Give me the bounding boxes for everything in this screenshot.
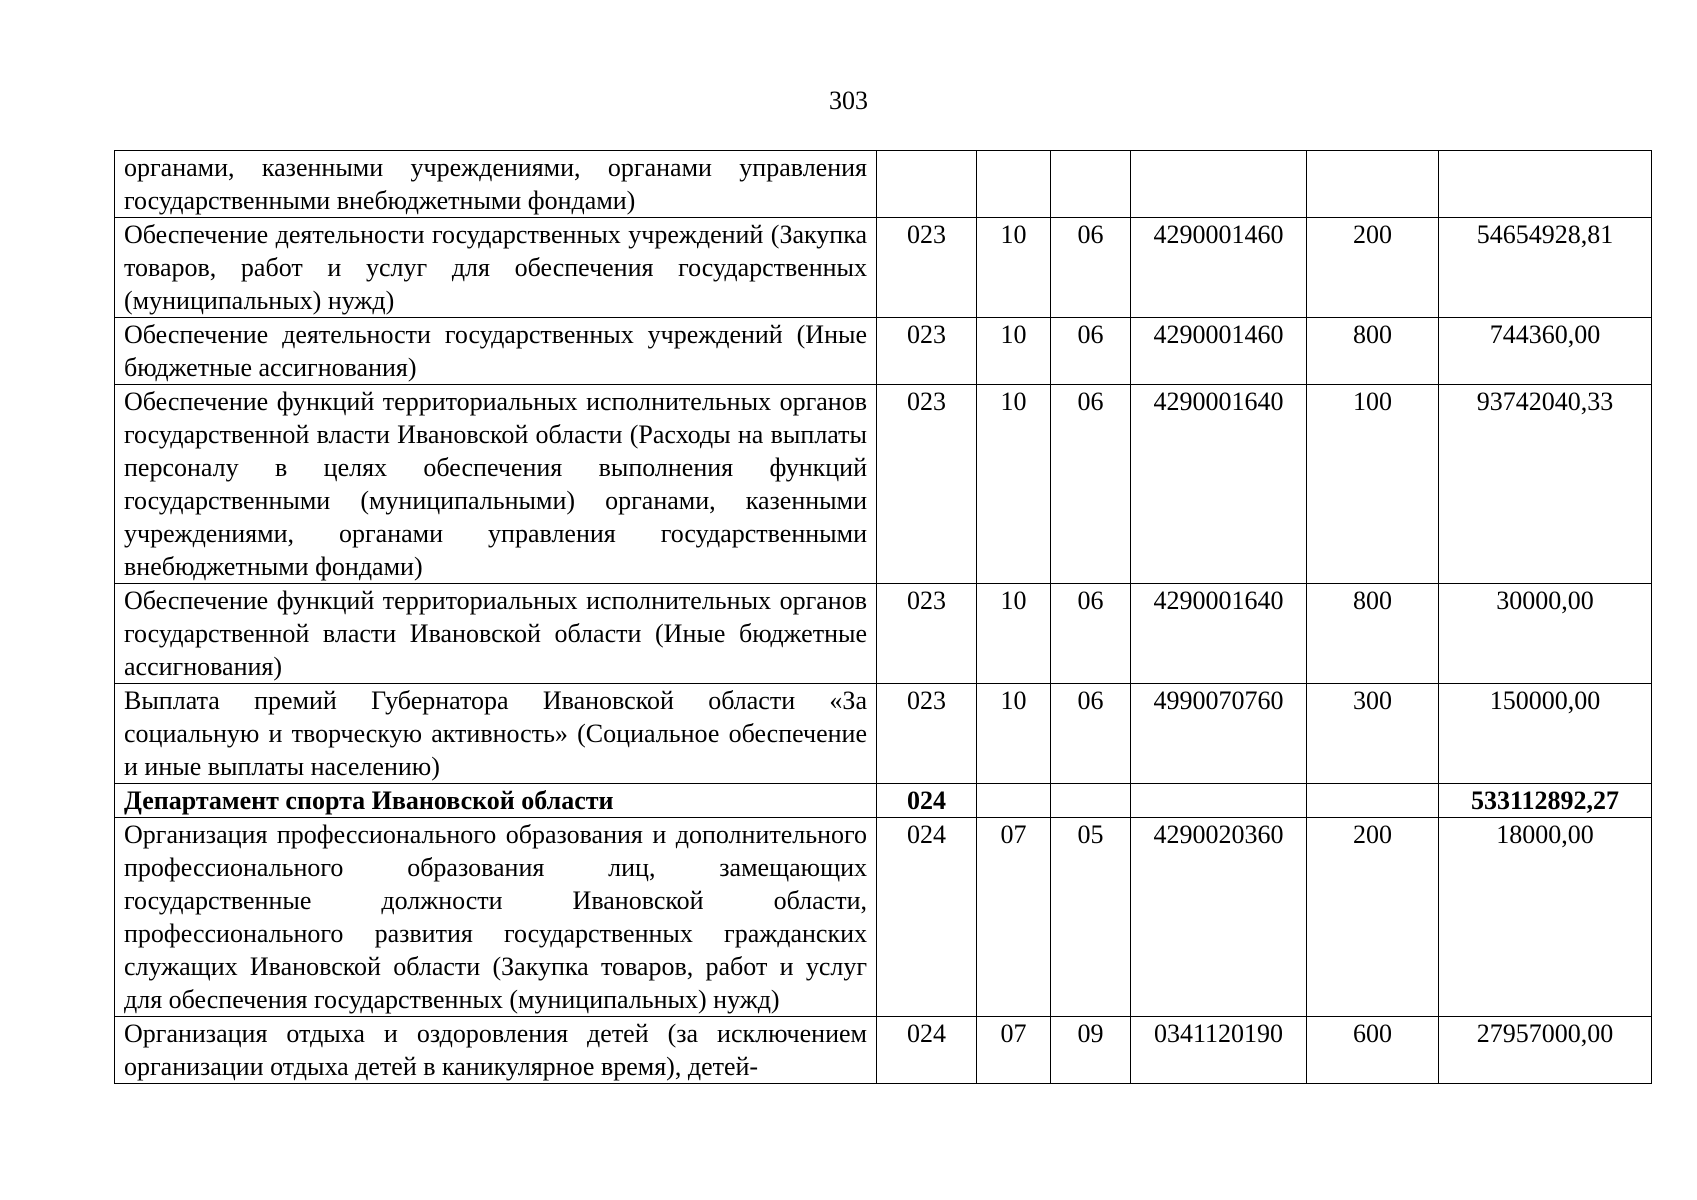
row-ved-code: 024 [877, 784, 977, 818]
row-amount: 150000,00 [1439, 684, 1652, 784]
row-rz-code: 07 [977, 818, 1051, 1017]
row-description: Организация профессионального образования и дополнительного профессионального образования лиц, замещающих государственные должности Ивановской области, профессионального развития государственных гражданских служащих Ивановской области (Закупка товаров, работ и услуг для обеспечения государственных (муниципальных) нужд) [115, 818, 877, 1017]
row-rz-code: 10 [977, 385, 1051, 584]
row-vr-code: 200 [1307, 818, 1439, 1017]
row-pr-code: 06 [1051, 684, 1131, 784]
budget-table [114, 150, 1652, 1084]
row-ved-code: 024 [877, 1017, 977, 1084]
table-row [115, 318, 1652, 385]
row-ved-code: 023 [877, 318, 977, 385]
row-csr-code: 4290001460 [1131, 218, 1307, 318]
row-rz-code: 10 [977, 684, 1051, 784]
row-description: Обеспечение функций территориальных исполнительных органов государственной власти Ивановской области (Иные бюджетные ассигнования) [115, 584, 877, 684]
table-row-department-total [115, 784, 1652, 818]
row-description: Организация отдыха и оздоровления детей (за исключением организации отдыха детей в каникулярное время), детей- [115, 1017, 877, 1084]
row-pr-code: 09 [1051, 1017, 1131, 1084]
page-number: 303 [829, 86, 868, 115]
row-description: Обеспечение деятельности государственных учреждений (Закупка товаров, работ и услуг для обеспечения государственных (муниципальных) нужд) [115, 218, 877, 318]
row-vr-code [1307, 151, 1439, 218]
table-row [115, 684, 1652, 784]
row-rz-code [977, 784, 1051, 818]
row-amount: 18000,00 [1439, 818, 1652, 1017]
table-row [115, 584, 1652, 684]
row-ved-code [877, 151, 977, 218]
row-csr-code [1131, 151, 1307, 218]
row-csr-code: 4290020360 [1131, 818, 1307, 1017]
row-amount: 27957000,00 [1439, 1017, 1652, 1084]
row-rz-code [977, 151, 1051, 218]
row-ved-code: 023 [877, 218, 977, 318]
row-rz-code: 10 [977, 218, 1051, 318]
row-vr-code: 800 [1307, 318, 1439, 385]
row-csr-code: 4290001640 [1131, 584, 1307, 684]
row-amount: 533112892,27 [1439, 784, 1652, 818]
row-description: Выплата премий Губернатора Ивановской области «За социальную и творческую активность» (Социальное обеспечение и иные выплаты населению) [115, 684, 877, 784]
row-rz-code: 10 [977, 584, 1051, 684]
row-description: Департамент спорта Ивановской области [115, 784, 877, 818]
row-ved-code: 023 [877, 684, 977, 784]
row-description: Обеспечение деятельности государственных учреждений (Иные бюджетные ассигнования) [115, 318, 877, 385]
row-pr-code [1051, 784, 1131, 818]
row-amount [1439, 151, 1652, 218]
row-rz-code: 07 [977, 1017, 1051, 1084]
row-pr-code: 06 [1051, 584, 1131, 684]
row-pr-code: 06 [1051, 318, 1131, 385]
row-ved-code: 024 [877, 818, 977, 1017]
row-vr-code: 200 [1307, 218, 1439, 318]
row-csr-code: 0341120190 [1131, 1017, 1307, 1084]
row-amount: 744360,00 [1439, 318, 1652, 385]
row-pr-code: 05 [1051, 818, 1131, 1017]
row-ved-code: 023 [877, 584, 977, 684]
row-amount: 30000,00 [1439, 584, 1652, 684]
row-pr-code: 06 [1051, 218, 1131, 318]
row-vr-code: 300 [1307, 684, 1439, 784]
row-pr-code: 06 [1051, 385, 1131, 584]
row-vr-code: 600 [1307, 1017, 1439, 1084]
row-rz-code: 10 [977, 318, 1051, 385]
row-description: Обеспечение функций территориальных исполнительных органов государственной власти Ивановской области (Расходы на выплаты персоналу в целях обеспечения выполнения функций государственными (муниципальными) органами, казенными учреждениями, органами управления государственными внебюджетными фондами) [115, 385, 877, 584]
row-description: органами, казенными учреждениями, органами управления государственными внебюджетными фондами) [115, 151, 877, 218]
table-row [115, 385, 1652, 584]
row-csr-code: 4290001640 [1131, 385, 1307, 584]
row-vr-code [1307, 784, 1439, 818]
row-ved-code: 023 [877, 385, 977, 584]
row-vr-code: 100 [1307, 385, 1439, 584]
row-amount: 93742040,33 [1439, 385, 1652, 584]
table-row [115, 151, 1652, 218]
row-csr-code [1131, 784, 1307, 818]
table-row [115, 1017, 1652, 1084]
table-row [115, 818, 1652, 1017]
row-amount: 54654928,81 [1439, 218, 1652, 318]
table-row [115, 218, 1652, 318]
row-pr-code [1051, 151, 1131, 218]
row-vr-code: 800 [1307, 584, 1439, 684]
row-csr-code: 4990070760 [1131, 684, 1307, 784]
row-csr-code: 4290001460 [1131, 318, 1307, 385]
